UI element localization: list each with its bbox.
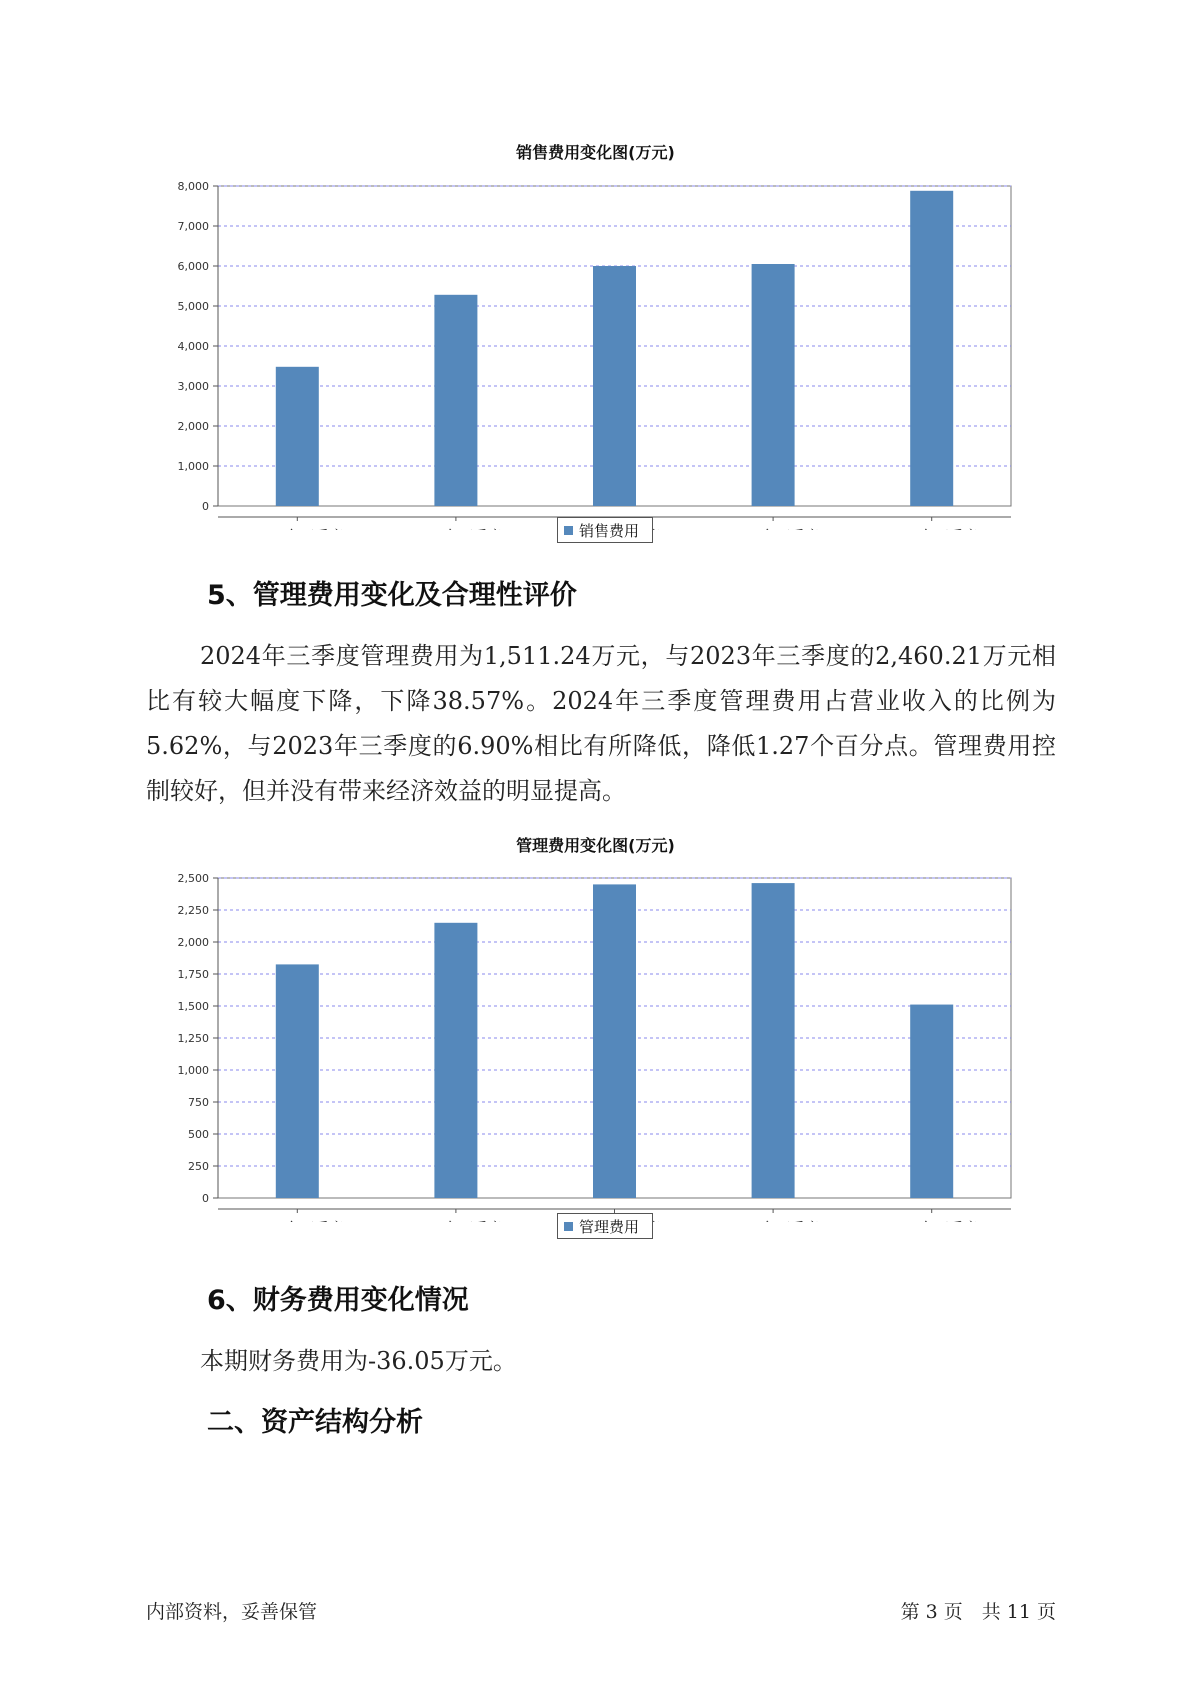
footer-page-number: 第 3 页 共 11 页 (900, 1601, 1056, 1623)
y-tick-label: 2,000 (177, 420, 209, 433)
x-tick-label (410, 1220, 502, 1222)
y-tick-label: 5,000 (177, 300, 209, 313)
y-tick-label: 500 (188, 1128, 209, 1141)
bar-1 (276, 964, 319, 1198)
footer-confidential: 内部资料，妥善保管 (146, 1601, 318, 1623)
chart1-title: 销售费用变化图(万元) (516, 143, 675, 162)
y-tick-label: 7,000 (177, 220, 209, 233)
x-tick-label (727, 528, 819, 530)
bar-5 (910, 1005, 953, 1198)
x-tick-label (251, 528, 343, 530)
bar-1 (276, 367, 319, 506)
y-tick-label: 8,000 (177, 180, 209, 193)
section5-paragraph: 2024年三季度管理费用为1,511.24万元，与2023年三季度的2,460.21万元相比有较大幅度下降，下降38.57%。2024年三季度管理费用占营业收入的比例为5.62%，与2023年三季度的6.90%相比有所降低，降低1.27个百分点。管理费用控制较好，但并没有带来经济效益的明显提高。 (146, 642, 1056, 805)
y-tick-label: 6,000 (177, 260, 209, 273)
part2-title: 二、资产结构分析 (207, 1407, 423, 1438)
y-tick-label: 250 (188, 1160, 209, 1173)
y-tick-label: 1,000 (177, 1064, 209, 1077)
y-tick-label: 2,250 (177, 904, 209, 917)
y-tick-label: 750 (188, 1096, 209, 1109)
bar-2 (434, 923, 477, 1198)
x-tick-label (251, 1220, 343, 1222)
y-tick-label: 1,250 (177, 1032, 209, 1045)
chart1-legend (557, 517, 653, 543)
y-tick-label: 4,000 (177, 340, 209, 353)
bar-4 (752, 883, 795, 1198)
admin-expense-chart (0, 862, 1191, 1222)
chart1-legend-label: 销售费用 (579, 521, 640, 540)
bar-4 (752, 264, 795, 506)
x-tick-label (727, 1220, 819, 1222)
section6-title: 6、财务费用变化情况 (207, 1285, 469, 1316)
y-tick-label: 3,000 (177, 380, 209, 393)
bar-2 (434, 295, 477, 506)
y-tick-label: 1,000 (177, 460, 209, 473)
x-tick-label (410, 528, 502, 530)
y-tick-label: 1,500 (177, 1000, 209, 1013)
bar-5 (910, 191, 953, 506)
chart2-legend (557, 1213, 653, 1239)
legend-swatch (564, 1222, 573, 1231)
bar-3 (593, 884, 636, 1198)
x-tick-label (886, 528, 978, 530)
bar-3 (593, 266, 636, 506)
section6-paragraph: 本期财务费用为-36.05万元。 (200, 1347, 517, 1375)
legend-swatch (564, 526, 573, 535)
x-tick-label (886, 1220, 978, 1222)
chart2-legend-label: 管理费用 (579, 1217, 640, 1236)
y-tick-label: 0 (202, 1192, 209, 1205)
section5-title: 5、管理费用变化及合理性评价 (207, 580, 577, 611)
y-tick-label: 2,000 (177, 936, 209, 949)
chart2-title: 管理费用变化图(万元) (516, 836, 675, 855)
y-tick-label: 0 (202, 500, 209, 513)
sales-expense-chart (0, 170, 1191, 530)
y-tick-label: 2,500 (177, 872, 209, 885)
y-tick-label: 1,750 (177, 968, 209, 981)
